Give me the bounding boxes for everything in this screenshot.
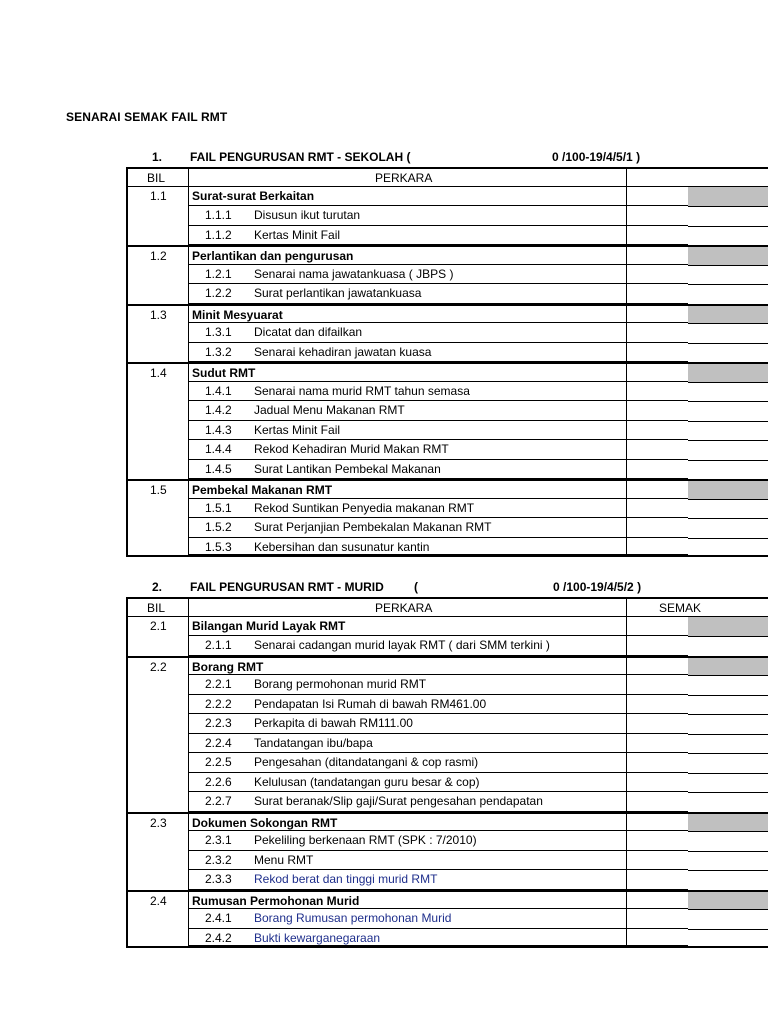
checklist-item-row [126, 538, 768, 558]
semak-cell [626, 814, 688, 832]
shade-cell [688, 226, 768, 247]
item-cell [188, 401, 626, 421]
item-text: Senarai nama murid RMT tahun semasa [254, 383, 470, 398]
item-text: Tandatangan ibu/bapa [254, 735, 373, 750]
shade-cell [688, 343, 768, 364]
item-bil-cell [126, 773, 188, 793]
category-title-text: Minit Mesyuarat [192, 307, 283, 322]
checklist-item-row [126, 499, 768, 519]
semak-cell [626, 773, 688, 793]
item-bil-cell [126, 929, 188, 947]
category-number [126, 892, 188, 910]
semak-cell [626, 460, 688, 480]
semak-cell [626, 247, 688, 265]
category-number-text: 2.4 [150, 893, 167, 908]
column-header-semak [626, 169, 688, 186]
category-row [126, 479, 768, 499]
table-header-row [126, 167, 768, 187]
category-number-text: 2.1 [150, 618, 167, 633]
shade-cell [688, 460, 768, 481]
category-title [188, 247, 626, 265]
category-title-text: Perlantikan dan pengurusan [192, 249, 354, 263]
category-title-text: Rumusan Permohonan Murid [192, 893, 360, 908]
shade-cell [688, 382, 768, 403]
category-title [188, 658, 626, 676]
category-row [126, 304, 768, 324]
item-bil-cell [126, 518, 188, 538]
semak-cell [626, 658, 688, 676]
checklist-item-row [126, 265, 768, 285]
item-bil-cell [126, 695, 188, 715]
item-text: Pengesahan (ditandatangani & cop rasmi) [254, 755, 479, 769]
category-title-text: Dokumen Sokongan RMT [192, 815, 338, 830]
column-header-semak [626, 599, 702, 616]
shaded-cell [688, 892, 768, 911]
item-cell [188, 421, 626, 441]
item-number: 1.1.1 [205, 208, 232, 222]
category-number-text: 1.4 [150, 366, 167, 380]
category-number [126, 481, 188, 499]
semak-cell [626, 695, 688, 715]
item-text: Senarai nama jawatankuasa ( JBPS ) [254, 266, 454, 281]
category-number [126, 247, 188, 265]
item-number: 2.2.3 [205, 716, 232, 730]
column-header-bil [126, 599, 188, 616]
item-text: Surat beranak/Slip gaji/Surat pengesahan pendapatan [254, 794, 543, 808]
item-bil-cell [126, 401, 188, 421]
category-number-text: 1.3 [150, 307, 167, 322]
item-bil-cell [126, 226, 188, 246]
category-title [188, 892, 626, 910]
shade-cell [688, 265, 768, 286]
category-number [126, 187, 188, 207]
column-header-shade [688, 169, 768, 186]
shade-cell [688, 851, 768, 872]
item-cell [188, 382, 626, 402]
category-title [188, 187, 626, 207]
semak-cell [626, 792, 688, 812]
item-number: 2.2.6 [205, 774, 232, 789]
item-text: Kebersihan dan susunatur kantin [254, 539, 430, 554]
item-text: Kelulusan (tandatangan guru besar & cop) [254, 774, 480, 789]
item-number: 1.1.2 [205, 227, 232, 242]
semak-cell [626, 636, 688, 656]
shade-cell [688, 538, 768, 557]
semak-cell [626, 364, 688, 382]
item-text: Perkapita di bawah RM111.00 [254, 716, 413, 730]
semak-cell [626, 538, 688, 556]
category-row [126, 656, 768, 676]
checklist-item-row [126, 636, 768, 656]
category-number [126, 658, 188, 676]
item-cell [188, 440, 626, 460]
shade-cell [688, 323, 768, 344]
semak-label: SEMAK [659, 601, 702, 615]
semak-cell [626, 226, 688, 246]
shade-cell [688, 753, 768, 774]
section-ref: 0 /100-19/4/5/1 ) [552, 150, 641, 164]
shaded-cell [688, 247, 768, 266]
category-title [188, 617, 626, 637]
category-number [126, 364, 188, 382]
item-text: Pendapatan Isi Rumah di bawah RM461.00 [254, 696, 487, 711]
category-number [126, 306, 188, 324]
item-number: 2.4.2 [205, 930, 232, 945]
checklist-item-row [126, 870, 768, 890]
shade-cell [688, 695, 768, 716]
shade-cell [688, 870, 768, 891]
category-number [126, 814, 188, 832]
shade-cell [688, 675, 768, 696]
item-text: Borang Rumusan permohonan Murid [254, 911, 452, 925]
semak-cell [626, 481, 688, 499]
item-cell [188, 518, 626, 538]
section-number: 1. [152, 150, 163, 164]
shade-cell [688, 929, 768, 948]
checklist-item-row [126, 518, 768, 538]
item-text: Jadual Menu Makanan RMT [254, 403, 405, 417]
semak-cell [626, 284, 688, 304]
shade-cell [688, 773, 768, 794]
item-number: 2.4.1 [205, 911, 232, 925]
semak-cell [626, 929, 688, 947]
shade-cell [688, 734, 768, 755]
item-bil-cell [126, 440, 188, 460]
item-cell [188, 734, 626, 754]
checklist-table-2 [126, 597, 768, 948]
item-cell [188, 870, 626, 890]
item-bil-cell [126, 636, 188, 656]
item-number: 2.2.4 [205, 735, 232, 750]
item-cell [188, 323, 626, 343]
shaded-cell [688, 306, 768, 325]
checklist-item-row [126, 695, 768, 715]
shade-cell [688, 714, 768, 735]
semak-cell [626, 323, 688, 343]
shade-cell [688, 499, 768, 520]
category-title [188, 814, 626, 832]
category-number-text: 2.3 [150, 815, 167, 830]
semak-cell [626, 206, 688, 226]
item-number: 1.2.1 [205, 266, 232, 281]
semak-cell [626, 892, 688, 910]
checklist-table-1 [126, 167, 768, 557]
shade-cell [688, 401, 768, 422]
bil-label: BIL [147, 171, 166, 185]
item-text: Senarai kehadiran jawatan kuasa [254, 344, 432, 359]
section-paren: ( [414, 580, 418, 594]
item-bil-cell [126, 831, 188, 851]
category-title-text: Surat-surat Berkaitan [192, 188, 315, 203]
checklist-item-row [126, 909, 768, 929]
category-title-text: Pembekal Makanan RMT [192, 483, 333, 497]
shade-cell [688, 636, 768, 657]
item-number: 1.5.3 [205, 539, 232, 554]
category-title [188, 364, 626, 382]
checklist-item-row [126, 382, 768, 402]
item-number: 2.3.3 [205, 872, 232, 886]
checklist-item-row [126, 792, 768, 812]
item-text: Borang permohonan murid RMT [254, 677, 427, 691]
item-text: Rekod Kehadiran Murid Makan RMT [254, 442, 449, 456]
semak-cell [626, 675, 688, 695]
perkara-label: PERKARA [375, 601, 433, 615]
item-bil-cell [126, 323, 188, 343]
item-bil-cell [126, 909, 188, 929]
item-text: Bukti kewarganegaraan [254, 930, 381, 945]
checklist-item-row [126, 831, 768, 851]
item-cell [188, 929, 626, 947]
checklist-item-row [126, 323, 768, 343]
shade-cell [688, 421, 768, 442]
item-cell [188, 851, 626, 871]
checklist-item-row [126, 284, 768, 304]
item-number: 2.2.1 [205, 677, 232, 691]
column-header-bil [126, 169, 188, 186]
section-title: FAIL PENGURUSAN RMT - SEKOLAH ( [190, 150, 411, 164]
item-bil-cell [126, 284, 188, 304]
item-cell [188, 460, 626, 480]
checklist-item-row [126, 401, 768, 421]
item-text: Kertas Minit Fail [254, 227, 341, 242]
semak-cell [626, 870, 688, 890]
item-bil-cell [126, 499, 188, 519]
item-bil-cell [126, 460, 188, 480]
item-bil-cell [126, 206, 188, 226]
shaded-cell [688, 658, 768, 677]
item-number: 2.2.7 [205, 794, 232, 808]
checklist-item-row [126, 421, 768, 441]
item-text: Surat Lantikan Pembekal Makanan [254, 461, 441, 476]
semak-cell [626, 187, 688, 207]
semak-cell [626, 382, 688, 402]
table-header-row [126, 597, 768, 617]
shade-cell [688, 206, 768, 227]
item-text: Disusun ikut turutan [254, 208, 361, 222]
category-row [126, 890, 768, 910]
item-bil-cell [126, 870, 188, 890]
item-number: 1.3.1 [205, 325, 232, 339]
item-number: 1.4.5 [205, 461, 232, 476]
item-text: Pekeliling berkenaan RMT (SPK : 7/2010) [254, 833, 477, 847]
semak-cell [626, 753, 688, 773]
item-text: Rekod berat dan tinggi murid RMT [254, 872, 438, 886]
semak-cell [626, 306, 688, 324]
checklist-item-row [126, 226, 768, 246]
item-text: Kertas Minit Fail [254, 422, 341, 437]
item-text: Surat perlantikan jawatankuasa [254, 286, 422, 300]
semak-cell [626, 851, 688, 871]
column-header-perkara [188, 169, 626, 186]
item-number: 2.2.2 [205, 696, 232, 711]
item-bil-cell [126, 675, 188, 695]
item-number: 1.5.1 [205, 500, 232, 515]
category-row [126, 617, 768, 637]
item-bil-cell [126, 265, 188, 285]
shade-cell [688, 909, 768, 930]
item-cell [188, 909, 626, 929]
item-number: 1.4.4 [205, 442, 232, 456]
item-cell [188, 695, 626, 715]
semak-cell [626, 440, 688, 460]
semak-cell [626, 421, 688, 441]
semak-cell [626, 518, 688, 538]
category-number-text: 1.1 [150, 188, 167, 203]
item-bil-cell [126, 538, 188, 556]
checklist-item-row [126, 773, 768, 793]
item-number: 1.4.2 [205, 403, 232, 417]
item-cell [188, 753, 626, 773]
shade-cell [688, 440, 768, 461]
semak-cell [626, 831, 688, 851]
item-number: 1.5.2 [205, 520, 232, 534]
item-cell [188, 499, 626, 519]
document-title: SENARAI SEMAK FAIL RMT [66, 110, 228, 124]
semak-cell [626, 734, 688, 754]
item-text: Menu RMT [254, 852, 314, 867]
item-bil-cell [126, 421, 188, 441]
item-number: 1.4.3 [205, 422, 232, 437]
semak-cell [626, 265, 688, 285]
item-cell [188, 636, 626, 656]
checklist-item-row [126, 734, 768, 754]
category-title-text: Bilangan Murid Layak RMT [192, 618, 346, 633]
checklist-item-row [126, 343, 768, 363]
section-title: FAIL PENGURUSAN RMT - MURID [190, 580, 384, 594]
semak-cell [626, 499, 688, 519]
item-bil-cell [126, 382, 188, 402]
item-number: 1.4.1 [205, 383, 232, 398]
shade-cell [688, 518, 768, 539]
shaded-cell [688, 364, 768, 383]
item-text: Rekod Suntikan Penyedia makanan RMT [254, 500, 475, 515]
category-number-text: 1.2 [150, 249, 167, 263]
item-cell [188, 675, 626, 695]
category-number-text: 1.5 [150, 483, 167, 497]
category-row [126, 812, 768, 832]
item-number: 1.3.2 [205, 344, 232, 359]
semak-cell [626, 617, 688, 637]
item-cell [188, 773, 626, 793]
semak-cell [626, 909, 688, 929]
shaded-cell [688, 187, 768, 208]
item-bil-cell [126, 753, 188, 773]
item-number: 2.3.1 [205, 833, 232, 847]
checklist-item-row [126, 440, 768, 460]
item-cell [188, 538, 626, 556]
category-number-text: 2.2 [150, 659, 167, 674]
item-cell [188, 792, 626, 812]
category-row [126, 245, 768, 265]
item-cell [188, 206, 626, 226]
category-title [188, 306, 626, 324]
item-text: Dicatat dan difailkan [254, 325, 363, 339]
item-cell [188, 226, 626, 246]
checklist-item-row [126, 851, 768, 871]
semak-cell [626, 401, 688, 421]
checklist-item-row [126, 929, 768, 949]
shade-cell [688, 284, 768, 305]
item-text: Senarai cadangan murid layak RMT ( dari SMM terkini ) [254, 638, 550, 652]
checklist-item-row [126, 714, 768, 734]
item-bil-cell [126, 343, 188, 363]
item-bil-cell [126, 851, 188, 871]
shade-cell [688, 792, 768, 813]
item-cell [188, 343, 626, 363]
category-title-text: Sudut RMT [192, 366, 256, 380]
item-cell [188, 265, 626, 285]
shade-cell [688, 831, 768, 852]
item-text: Surat Perjanjian Pembekalan Makanan RMT [254, 520, 492, 534]
item-number: 2.2.5 [205, 755, 232, 769]
category-title [188, 481, 626, 499]
item-number: 2.3.2 [205, 852, 232, 867]
category-title-text: Borang RMT [192, 659, 264, 674]
semak-cell [626, 714, 688, 734]
bil-label: BIL [147, 601, 166, 615]
checklist-item-row [126, 460, 768, 480]
item-number: 2.1.1 [205, 638, 232, 652]
checklist-item-row [126, 753, 768, 773]
category-row [126, 362, 768, 382]
item-bil-cell [126, 714, 188, 734]
perkara-label: PERKARA [375, 171, 433, 185]
checklist-item-row [126, 675, 768, 695]
section-number: 2. [152, 580, 163, 594]
column-header-perkara [188, 599, 626, 616]
category-number [126, 617, 188, 637]
item-cell [188, 284, 626, 304]
checklist-item-row [126, 206, 768, 226]
shaded-cell [688, 814, 768, 833]
item-cell [188, 714, 626, 734]
semak-cell [626, 343, 688, 363]
item-bil-cell [126, 734, 188, 754]
section-ref: 0 /100-19/4/5/2 ) [553, 580, 642, 594]
item-bil-cell [126, 792, 188, 812]
shaded-cell [688, 481, 768, 500]
item-number: 1.2.2 [205, 286, 232, 300]
column-header-shade [688, 599, 768, 616]
item-cell [188, 831, 626, 851]
category-row [126, 187, 768, 207]
shaded-cell [688, 617, 768, 638]
